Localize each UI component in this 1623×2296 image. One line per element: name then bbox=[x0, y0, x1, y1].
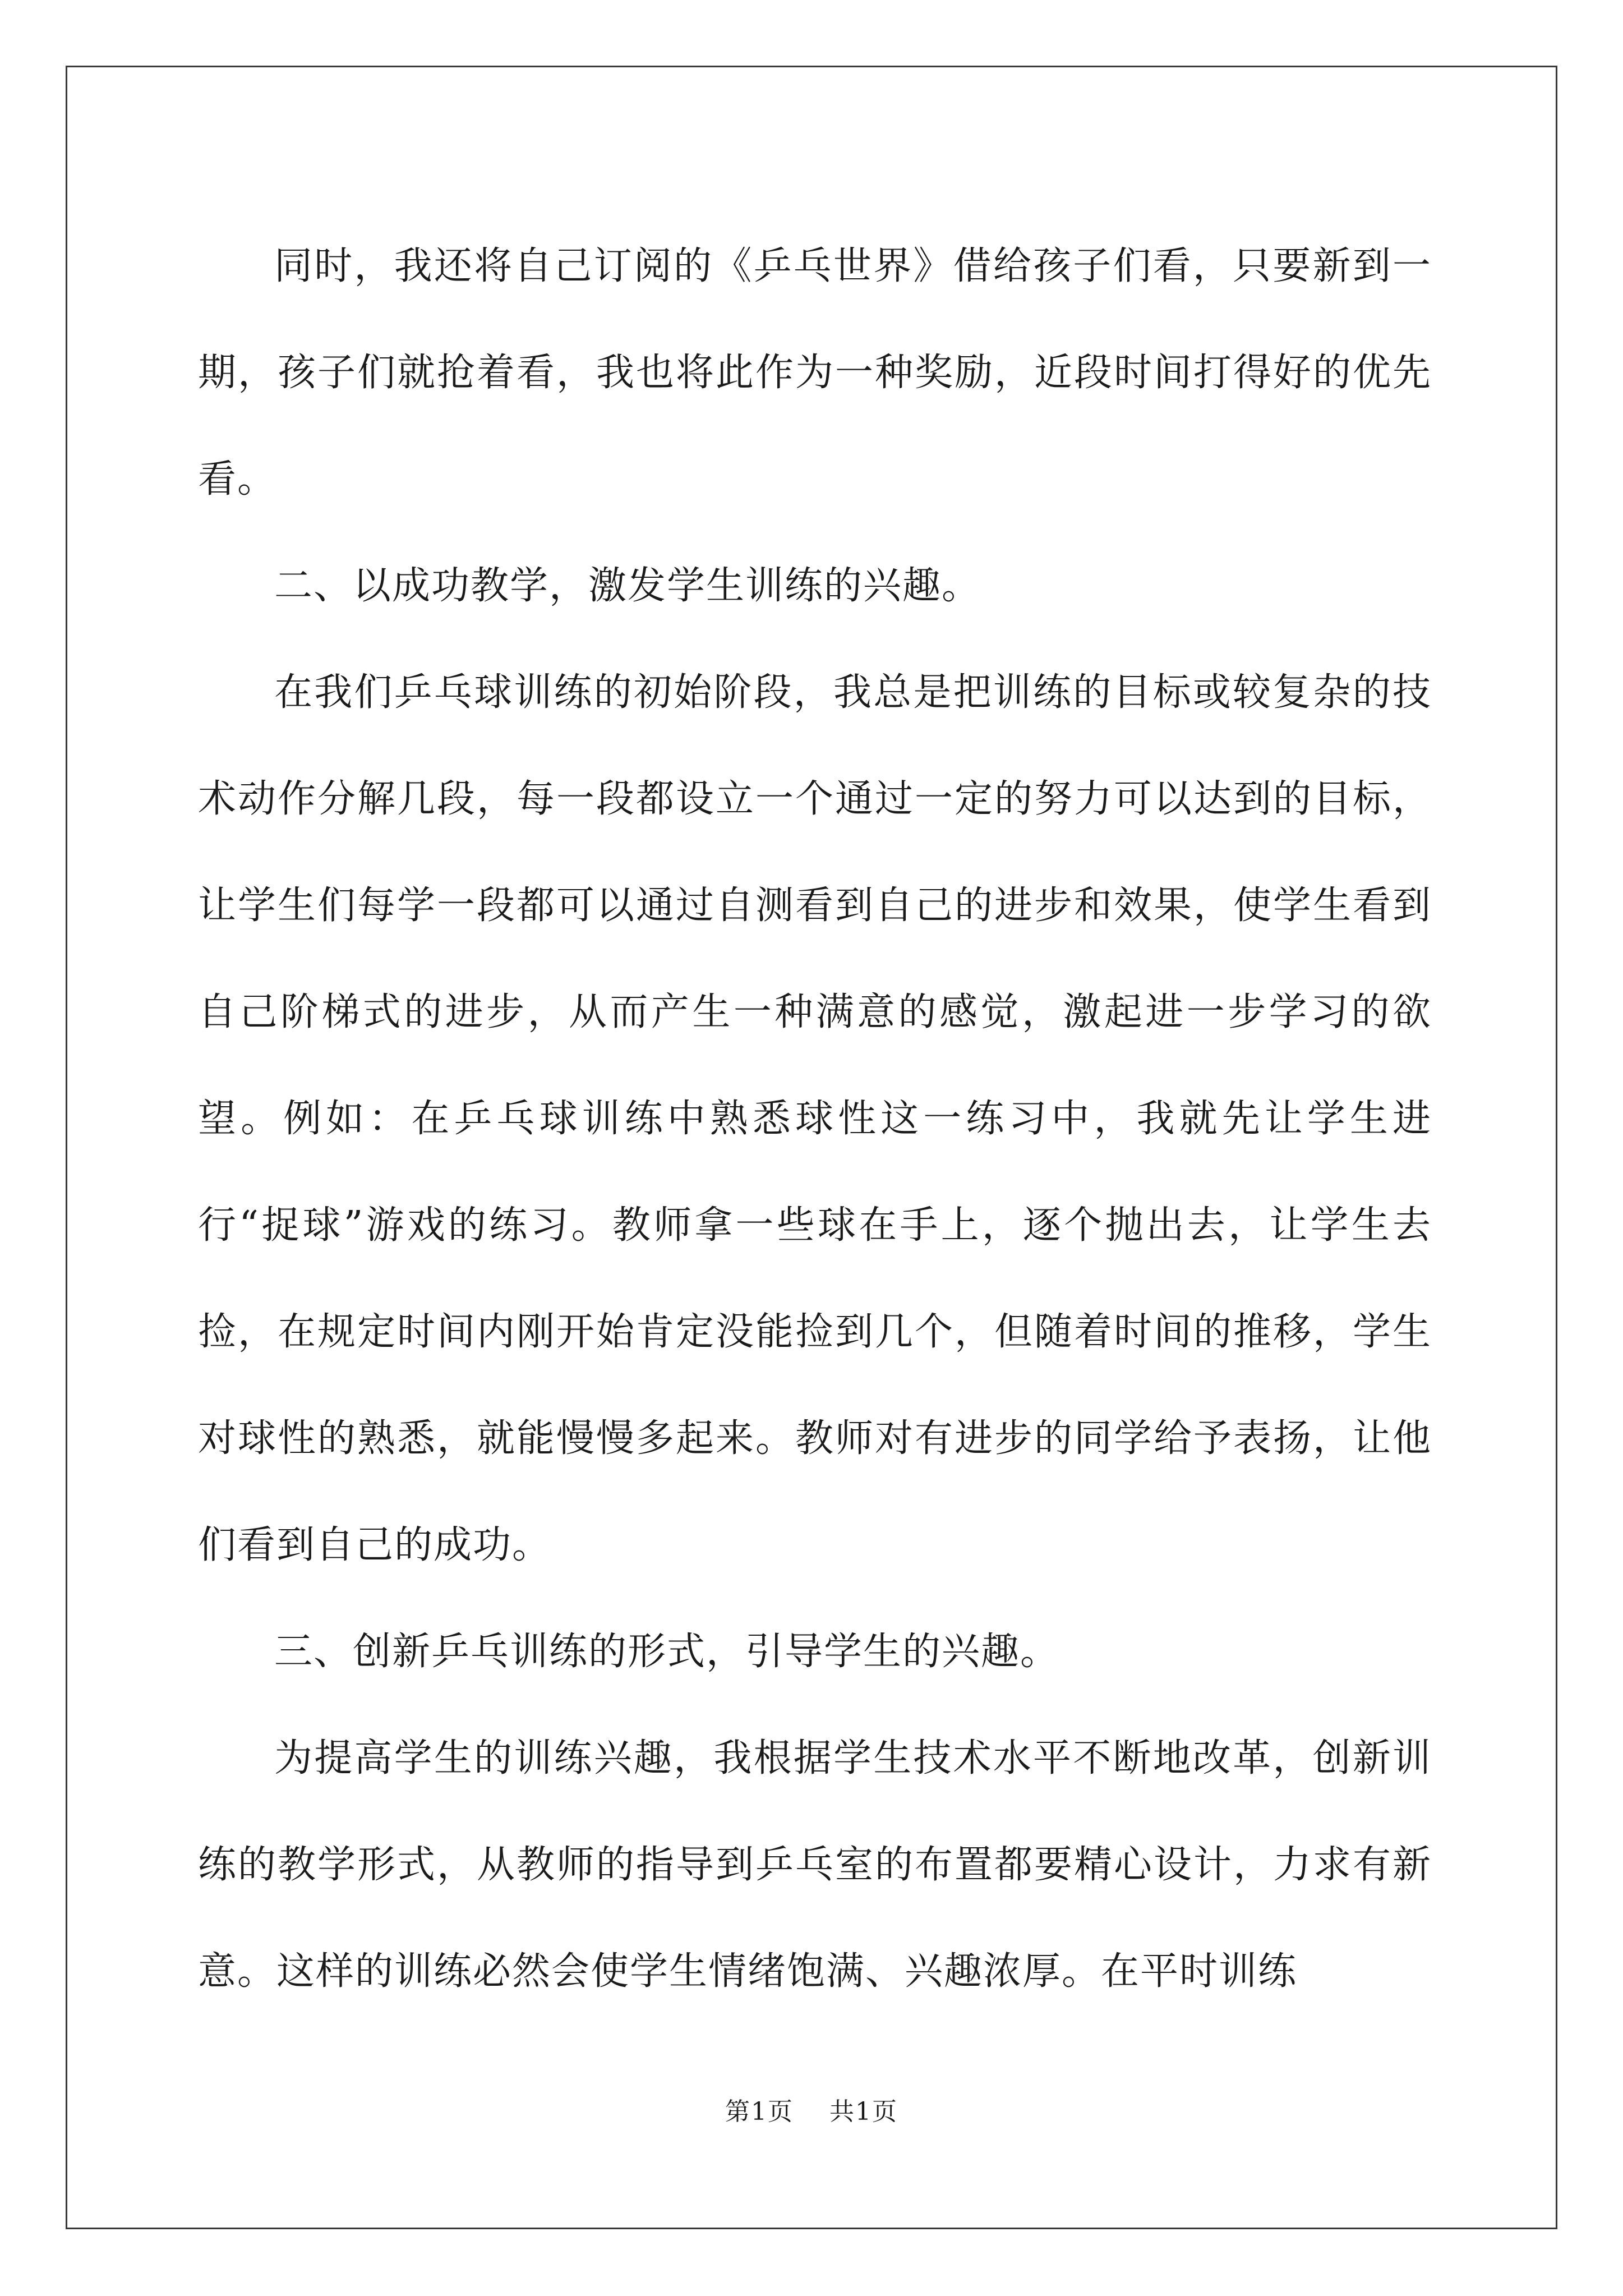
section-heading: 二、以成功教学，激发学生训练的兴趣。 bbox=[274, 564, 981, 608]
document-body bbox=[198, 213, 1432, 2025]
paragraph: 为提高学生的训练兴趣，我根据学生技术水平不断地改革，创新训练的教学形式，从教师的指导到乒乓室的布置都要精心设计，力求有新意。这样的训练必然会使学生情绪饱满、兴趣浓厚。在平时训练 bbox=[198, 1736, 1432, 1994]
page-number-footer: 第1页 共1页 bbox=[725, 2097, 898, 2126]
section-heading: 三、创新乒乓训练的形式，引导学生的兴趣。 bbox=[274, 1630, 1060, 1674]
paragraph: 在我们乒乓球训练的初始阶段，我总是把训练的目标或较复杂的技术动作分解几段，每一段都设立一个通过一定的努力可以达到的目标，让学生们每学一段都可以通过自测看到自己的进步和效果，使学生看到自己阶梯式的进步，从而产生一种满意的感觉，激起进一步学习的欲望。例如：在乒乓球训练中熟悉球性这一练习中，我就先让学生进行“捉球”游戏的练习。教师拿一些球在手上，逐个抛出去，让学生去捡，在规定时间内刚开始肯定没能捡到几个，但随着时间的推移，学生对球性的熟悉，就能慢慢多起来。教师对有进步的同学给予表扬，让他们看到自己的成功。 bbox=[198, 670, 1432, 1567]
paragraph: 同时，我还将自己订阅的《乒乓世界》借给孩子们看，只要新到一期，孩子们就抢着看，我也将此作为一种奖励，近段时间打得好的优先看。 bbox=[198, 244, 1432, 501]
